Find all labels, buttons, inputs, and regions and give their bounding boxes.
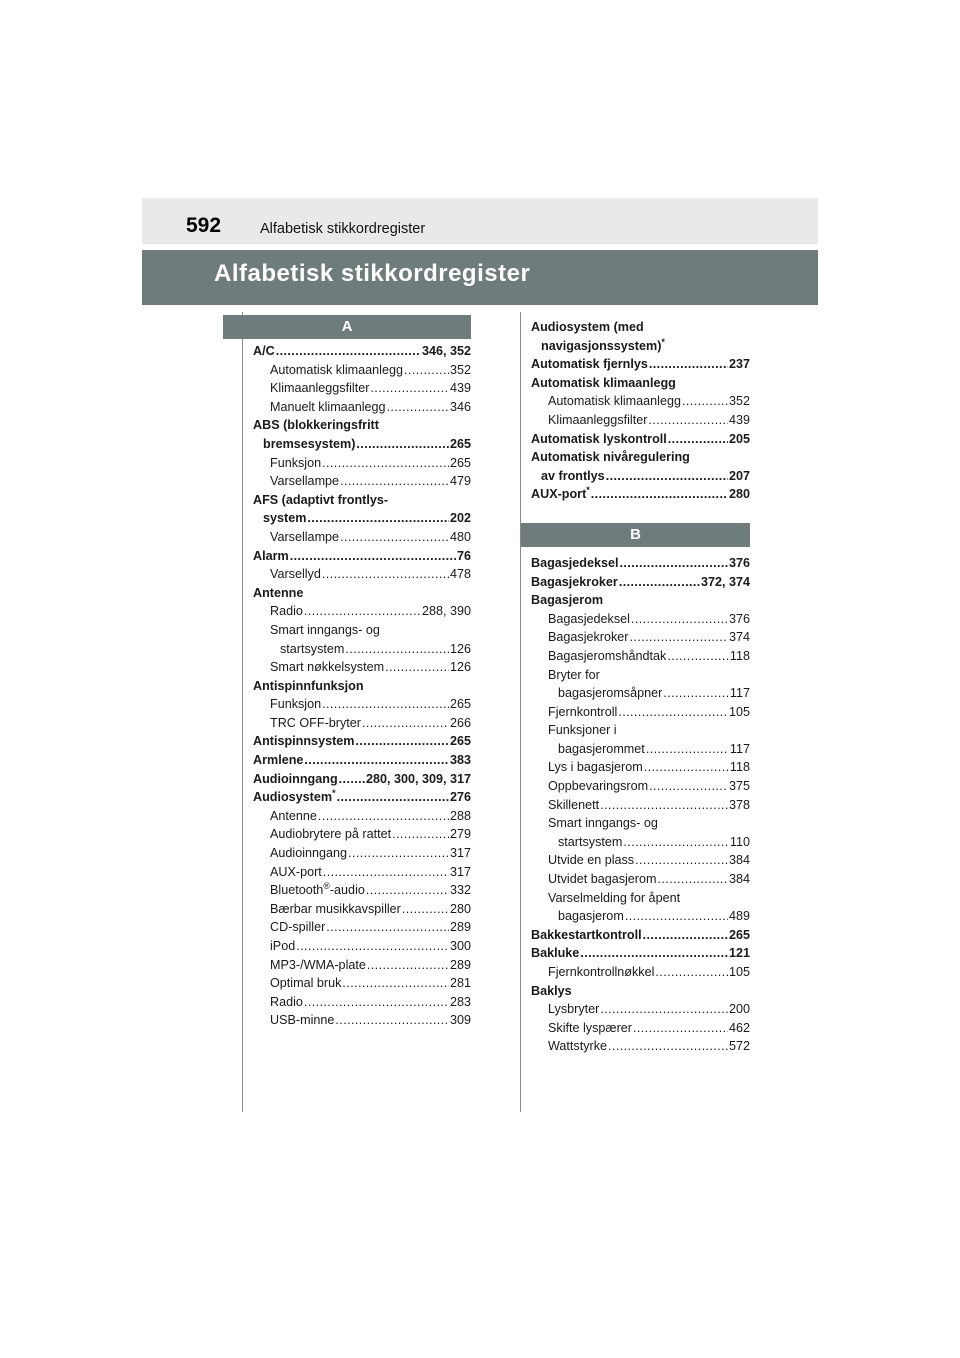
index-entry: Bagasjedeksel ..... 376: [531, 554, 750, 573]
index-entry: Bakkestartkontroll ..... 265: [531, 926, 750, 945]
index-entry: av frontlys ..... 207: [531, 467, 750, 486]
index-subentry: bagasjerommet ..... 117: [531, 740, 750, 759]
index-entry: A/C ..... 346, 352: [253, 342, 471, 361]
index-subentry: Klimaanleggsfilter ..... 439: [531, 411, 750, 430]
index-subentry: Audiobrytere på rattet ..... 279: [253, 825, 471, 844]
index-subentry: Varsellyd ..... 478: [253, 565, 471, 584]
page-title: Alfabetisk stikkordregister: [214, 260, 531, 287]
page-number: 592: [186, 214, 222, 237]
index-column-right: [531, 318, 750, 1056]
index-subentry: USB-minne ..... 309: [253, 1011, 471, 1030]
index-entry: Bagasjekroker ..... 372, 374: [531, 573, 750, 592]
index-subentry: Audioinngang ..... 317: [253, 844, 471, 863]
index-subentry: Manuelt klimaanlegg ..... 346: [253, 398, 471, 417]
index-subentry: Automatisk klimaanlegg ..... 352: [531, 392, 750, 411]
index-subentry: Lysbryter ..... 200: [531, 1000, 750, 1019]
section-header-a: A: [223, 315, 471, 339]
index-entry-heading: Antispinnfunksjon: [253, 678, 364, 693]
index-entry-heading: Antenne: [253, 585, 304, 600]
index-subentry: Bagasjeromshåndtak ..... 118: [531, 647, 750, 666]
index-subentry: AUX-port ..... 317: [253, 863, 471, 882]
index-subentry: Radio ..... 288, 390: [253, 602, 471, 621]
index-subentry: Utvidet bagasjerom ..... 384: [531, 870, 750, 889]
index-entry: Automatisk lyskontroll ..... 205: [531, 430, 750, 449]
index-subentry: Fjernkontrollnøkkel ..... 105: [531, 963, 750, 982]
index-subentry: Wattstyrke ..... 572: [531, 1037, 750, 1056]
index-entry: bremsesystem) ..... 265: [253, 435, 471, 454]
index-subentry: Klimaanleggsfilter ..... 439: [253, 379, 471, 398]
index-subentry: MP3-/WMA-plate ..... 289: [253, 956, 471, 975]
section-header-b: B: [521, 523, 750, 547]
right-column-rule: [520, 312, 521, 1112]
index-entry: Antispinnsystem ..... 265: [253, 732, 471, 751]
index-entry: Automatisk fjernlys ..... 237: [531, 355, 750, 374]
index-entry: Armlene ..... 383: [253, 751, 471, 770]
index-subentry: startsystem ..... 110: [531, 833, 750, 852]
index-subentry: CD-spiller ..... 289: [253, 918, 471, 937]
index-entry: system ..... 202: [253, 509, 471, 528]
index-subentry: TRC OFF-bryter ..... 266: [253, 714, 471, 733]
index-subentry: Varsellampe ..... 480: [253, 528, 471, 547]
index-entry-heading: Audiosystem (med: [531, 320, 644, 334]
page-header-band: [142, 198, 818, 244]
index-subentry: Skillenett ..... 378: [531, 796, 750, 815]
index-subentry: Bagasjekroker ..... 374: [531, 628, 750, 647]
index-subentry-heading: Funksjoner i: [548, 723, 617, 738]
index-subentry: Radio ..... 283: [253, 993, 471, 1012]
index-subentry: Skifte lyspærer ..... 462: [531, 1019, 750, 1038]
index-entry-heading: ABS (blokkeringsfritt: [253, 418, 379, 433]
index-subentry: iPod ..... 300: [253, 937, 471, 956]
index-subentry: Antenne ..... 288: [253, 807, 471, 826]
index-subentry: Fjernkontroll ..... 105: [531, 703, 750, 722]
index-subentry-heading: Smart inngangs- og: [548, 816, 658, 831]
index-entry-heading: Baklys: [531, 983, 572, 998]
index-entry: Audioinngang ..... 280, 300, 309, 317: [253, 770, 471, 789]
index-subentry: Utvide en plass ..... 384: [531, 851, 750, 870]
index-subentry: Smart nøkkelsystem ..... 126: [253, 658, 471, 677]
running-header-title: Alfabetisk stikkordregister: [260, 221, 426, 237]
index-entry-heading: AFS (adaptivt frontlys-: [253, 492, 389, 507]
index-subentry-heading: Smart inngangs- og: [270, 622, 380, 637]
index-entry: Audiosystem* ..... 276: [253, 788, 471, 807]
index-subentry: Bærbar musikkavspiller ..... 280: [253, 900, 471, 919]
index-entry: AUX-port* ..... 280: [531, 485, 750, 504]
index-subentry: Funksjon ..... 265: [253, 454, 471, 473]
index-subentry: startsystem ..... 126: [253, 640, 471, 659]
index-subentry: Optimal bruk ..... 281: [253, 974, 471, 993]
index-subentry-heading: Varselmelding for åpent: [548, 890, 681, 905]
index-subentry: bagasjeromsåpner ..... 117: [531, 684, 750, 703]
index-column-left: [223, 315, 471, 1030]
index-subentry: Lys i bagasjerom ..... 118: [531, 758, 750, 777]
index-subentry: Bluetooth®-audio ..... 332: [253, 881, 471, 900]
index-entry-heading: Bagasjerom: [531, 593, 604, 608]
index-subentry: Automatisk klimaanlegg ..... 352: [253, 361, 471, 380]
index-entry-heading: Automatisk nivåregulering: [531, 450, 690, 465]
index-entry-heading: navigasjonssystem)*: [541, 336, 665, 353]
index-subentry: Bagasjedeksel ..... 376: [531, 610, 750, 629]
index-subentry: Oppbevaringsrom ..... 375: [531, 777, 750, 796]
index-subentry: bagasjerom ..... 489: [531, 907, 750, 926]
index-entry: Alarm ..... 76: [253, 547, 471, 566]
index-subentry: Funksjon ..... 265: [253, 695, 471, 714]
index-entry: Bakluke ..... 121: [531, 944, 750, 963]
index-entry-heading: Automatisk klimaanlegg: [531, 375, 676, 390]
index-subentry-heading: Bryter for: [548, 667, 600, 682]
index-subentry: Varsellampe ..... 479: [253, 472, 471, 491]
